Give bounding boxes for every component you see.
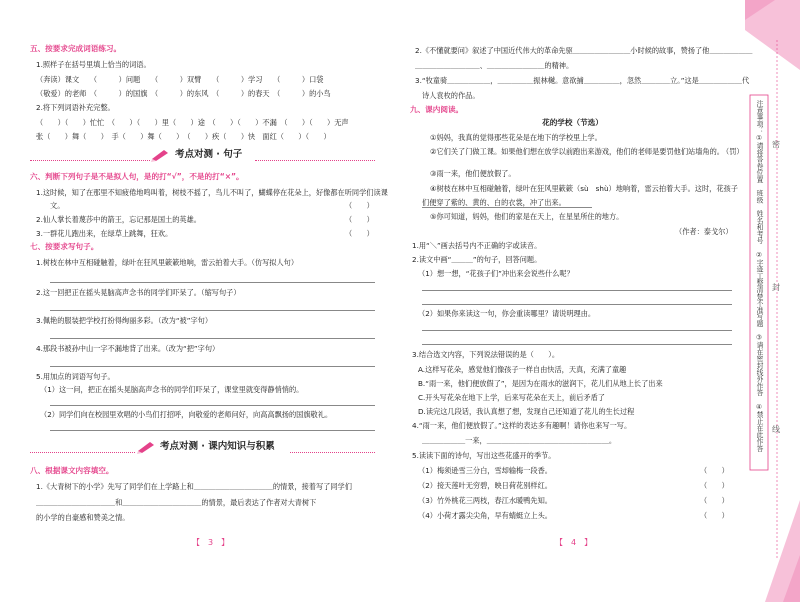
section-6-title: 六、判断下列句子是不是拟人句，是的打“√”，不是的打“×”。 <box>30 172 244 181</box>
s8-q2b: ＿＿＿＿＿＿＿＿＿、＿＿＿＿＿＿＿＿的精神。 <box>415 61 574 70</box>
s8-q3a: 3.“牧童骑＿＿＿＿＿＿，＿＿＿＿＿振林樾。意欲捕＿＿＿＿＿，忽然＿＿＿＿立。”这是＿＿＿＿＿＿代 <box>415 76 750 85</box>
s7-q5b: （2）同学们向在校园里欢唱的小鸟们打招呼，向敬爱的老师问好，向高高飘扬的国旗敬礼。 <box>40 410 333 419</box>
banner-divider <box>290 452 375 453</box>
s7-q3: 3.佩艳的服装把学校打扮得绚丽多彩。（改为“被”字句） <box>36 316 213 325</box>
seal-mark-mi: 密 <box>772 140 780 149</box>
s9-q5c: （3）竹外桃花三两枝，春江水暖鸭先知。 <box>418 496 552 505</box>
s6-q1: 1.这时候，知了在那里不知疲倦地鸣叫着，树枝不摇了，鸟儿不叫了，蝴蝶停在花朵上，好像都在听同学们读课 <box>36 188 388 197</box>
s5-row2: （敬爱）的老师 （ ）的国旗 （ ）的东风 （ ）的春天 （ ）的小鸟 <box>36 89 331 98</box>
s9-q1: 1.用“＼”画去括号内不正确的字或读音。 <box>412 241 542 250</box>
section-9-title: 九、课内阅读。 <box>410 105 464 114</box>
option-c[interactable]: C.开头写花朵在地下上学，后来写花朵在天上，前后矛盾了 <box>418 393 605 402</box>
answer-line[interactable] <box>50 366 375 367</box>
answer-paren[interactable]: （ ） <box>700 481 729 490</box>
answer-line[interactable] <box>422 304 732 305</box>
s5-row1: （奔读）课文 （ ）问题 （ ）双臂 （ ）学习 （ ）口袋 <box>36 75 324 84</box>
section-7-title: 七、按要求写句子。 <box>30 242 99 251</box>
answer-line[interactable] <box>50 310 375 311</box>
reading-p5: ⑤你可知道，妈妈，他们的家是在天上，在星星所住的地方。 <box>430 212 624 221</box>
s9-q2b: （2）如果你来读这一句，你会重读哪里？请说明理由。 <box>418 309 596 318</box>
reading-p2b: （罚） <box>722 147 744 156</box>
s7-q1: 1.树枝在林中互相碰触着，绿叶在狂风里簌簌地响，雷云拍着大手。（仿写拟人句） <box>36 258 299 267</box>
s8-q1c: 的小学的自豪感和赞美之情。 <box>36 513 130 522</box>
binding-strip <box>745 0 800 602</box>
seal-mark-feng: 封 <box>772 283 780 292</box>
answer-line[interactable] <box>50 430 375 431</box>
s7-q4: 4.那段书被孙中山一字不漏地背了出来。（改为“把”字句） <box>36 344 220 353</box>
answer-line[interactable] <box>50 282 375 283</box>
section-5-title: 五、按要求完成词语练习。 <box>30 44 122 53</box>
s9-q5b: （2）接天莲叶无穷碧，映日荷花别样红。 <box>418 481 552 490</box>
banner-divider <box>255 160 375 161</box>
option-d[interactable]: D.读完这几段话，我认真想了想，发现自己还知道了花儿的生长过程 <box>418 407 635 416</box>
s9-q4a: 4.“雨一来，他们便放假了。”这样的表达多有趣啊！请你也来写一写。 <box>412 421 632 430</box>
pencil-icon <box>150 148 170 162</box>
option-b[interactable]: B.“雨一来，他们便放假了”，是因为在雨水的滋润下，花儿们从地上长了出来 <box>418 379 663 388</box>
right-page <box>400 0 753 602</box>
reading-p3: ③雨一来，他们便放假了。 <box>430 169 516 178</box>
s6-q3: 3.一群花儿跑出来，在绿草上跳舞，狂欢。 <box>36 229 173 238</box>
s5-row3: （ ）（ ）忙忙 （ ）（ ）里（ ）途 （ ）（ ）不漏 （ ）（ ）无声 <box>36 118 349 127</box>
s8-q2a: 2.《不懂就要问》叙述了中国近代伟大的革命先驱＿＿＿＿＿＿＿＿小时候的故事，赞扬了他＿＿＿＿＿＿ <box>415 46 753 55</box>
s5-row4: 张（ ）舞（ ） 手（ ）舞（ ） （ ）疾（ ）快 面红（ ）（ ） <box>36 132 331 141</box>
answer-line[interactable] <box>422 344 732 345</box>
s9-q2a: （1）想一想，“花孩子们”冲出来会说些什么呢？ <box>418 269 574 278</box>
answer-paren[interactable]: （ ） <box>700 511 729 520</box>
s8-q1a: 1.《大青树下的小学》先写了同学们在上学路上和＿＿＿＿＿＿＿＿＿＿＿的情景，接着写了同学们 <box>36 482 352 491</box>
page-number: 【 4 】 <box>555 538 593 547</box>
answer-paren[interactable]: （ ） <box>700 466 729 475</box>
page-number: 【 3 】 <box>192 538 230 547</box>
s9-q5: 5.读读下面的诗句，写出这些花盛开的季节。 <box>412 451 556 460</box>
strip-notice: 注意事项：①请将答卷位置 班级 姓名和考号 ②字迹工整清楚不准写题 ③请在密封线外作答 ④禁止在此作答 <box>755 100 763 452</box>
s5-q2: 2.将下列词语补充完整。 <box>36 103 115 112</box>
answer-line[interactable] <box>50 405 375 406</box>
s9-q2: 2.读文中画“＿＿＿”的句子，回答问题。 <box>412 255 542 264</box>
s7-q5: 5.用加点的词语写句子。 <box>36 372 115 381</box>
s6-q2: 2.仙人掌长着蔑莎中的箭王，忘记那是国土的英雄。 <box>36 215 201 224</box>
section-8-title: 八、根据课文内容填空。 <box>30 466 114 475</box>
s9-q3: 3.结合选文内容，下列说法错误的是（ ）。 <box>412 350 560 359</box>
s7-q2: 2.这一回把正在摇头晃脑高声念书的同学们吓呆了。（缩写句子） <box>36 288 241 297</box>
answer-paren[interactable]: （ ） <box>700 496 729 505</box>
banner-sentences: 考点对测 · 句子 <box>175 149 243 160</box>
reading-p4b: 们便穿了紫的、黄的、白的衣裳，冲了出来。 <box>422 198 566 207</box>
s6-q1b: 文。 <box>50 201 65 210</box>
answer-line[interactable] <box>422 330 732 331</box>
answer-line[interactable] <box>422 290 732 291</box>
s5-q1: 1.照样子在括号里填上恰当的词语。 <box>36 60 151 69</box>
s7-q5a: （1）这一问，把正在摇头晃脑高声念书的同学们吓呆了，课堂里就变得静悄悄的。 <box>40 385 304 394</box>
reading-p2a: ②它们关了门做工课。如果他们想在放学以前跑出来游戏，他们的老师是要罚他们站墙角的。 <box>430 147 724 156</box>
banner-divider <box>30 160 150 161</box>
s9-q4b[interactable]: ＿＿＿＿＿＿一来，＿＿＿＿＿＿＿＿＿＿＿＿＿＿＿＿＿。 <box>422 436 617 445</box>
option-a[interactable]: A.这样写花朵，感觉他们像孩子一样自由快活，天真，充满了童趣 <box>418 365 627 374</box>
reading-p1: ①妈妈，我真的觉得那些花朵是在地下的学校里上学。 <box>430 133 602 142</box>
s9-q5a: （1）梅须逊雪三分白，雪却输梅一段香。 <box>418 466 552 475</box>
banner-knowledge: 考点对测 · 课内知识与积累 <box>160 441 275 452</box>
answer-line[interactable] <box>50 338 375 339</box>
answer-paren[interactable]: （ ） <box>345 229 374 238</box>
answer-paren[interactable]: （ ） <box>345 201 374 210</box>
reading-author: （作者：泰戈尔） <box>675 227 733 236</box>
underlined-sentence <box>422 207 592 208</box>
s9-q5d: （4）小荷才露尖尖角，早有蜻蜓立上头。 <box>418 511 552 520</box>
s8-q3b: 诗人袁枚的作品。 <box>422 91 480 100</box>
banner-divider <box>30 452 135 453</box>
s8-q1b: ＿＿＿＿＿＿＿＿＿＿＿和＿＿＿＿＿＿＿＿＿＿＿的情景，最后表达了作者对大青树下 <box>36 498 317 507</box>
seal-mark-xian: 线 <box>772 425 780 434</box>
reading-title: 花的学校（节选） <box>542 118 603 127</box>
pencil-icon <box>136 440 156 454</box>
reading-p4a: ④树枝在林中互相碰触着，绿叶在狂风里簌簌（sù shù）地响着，雷云拍着大手。这时，花孩子 <box>430 184 738 193</box>
answer-paren[interactable]: （ ） <box>345 215 374 224</box>
